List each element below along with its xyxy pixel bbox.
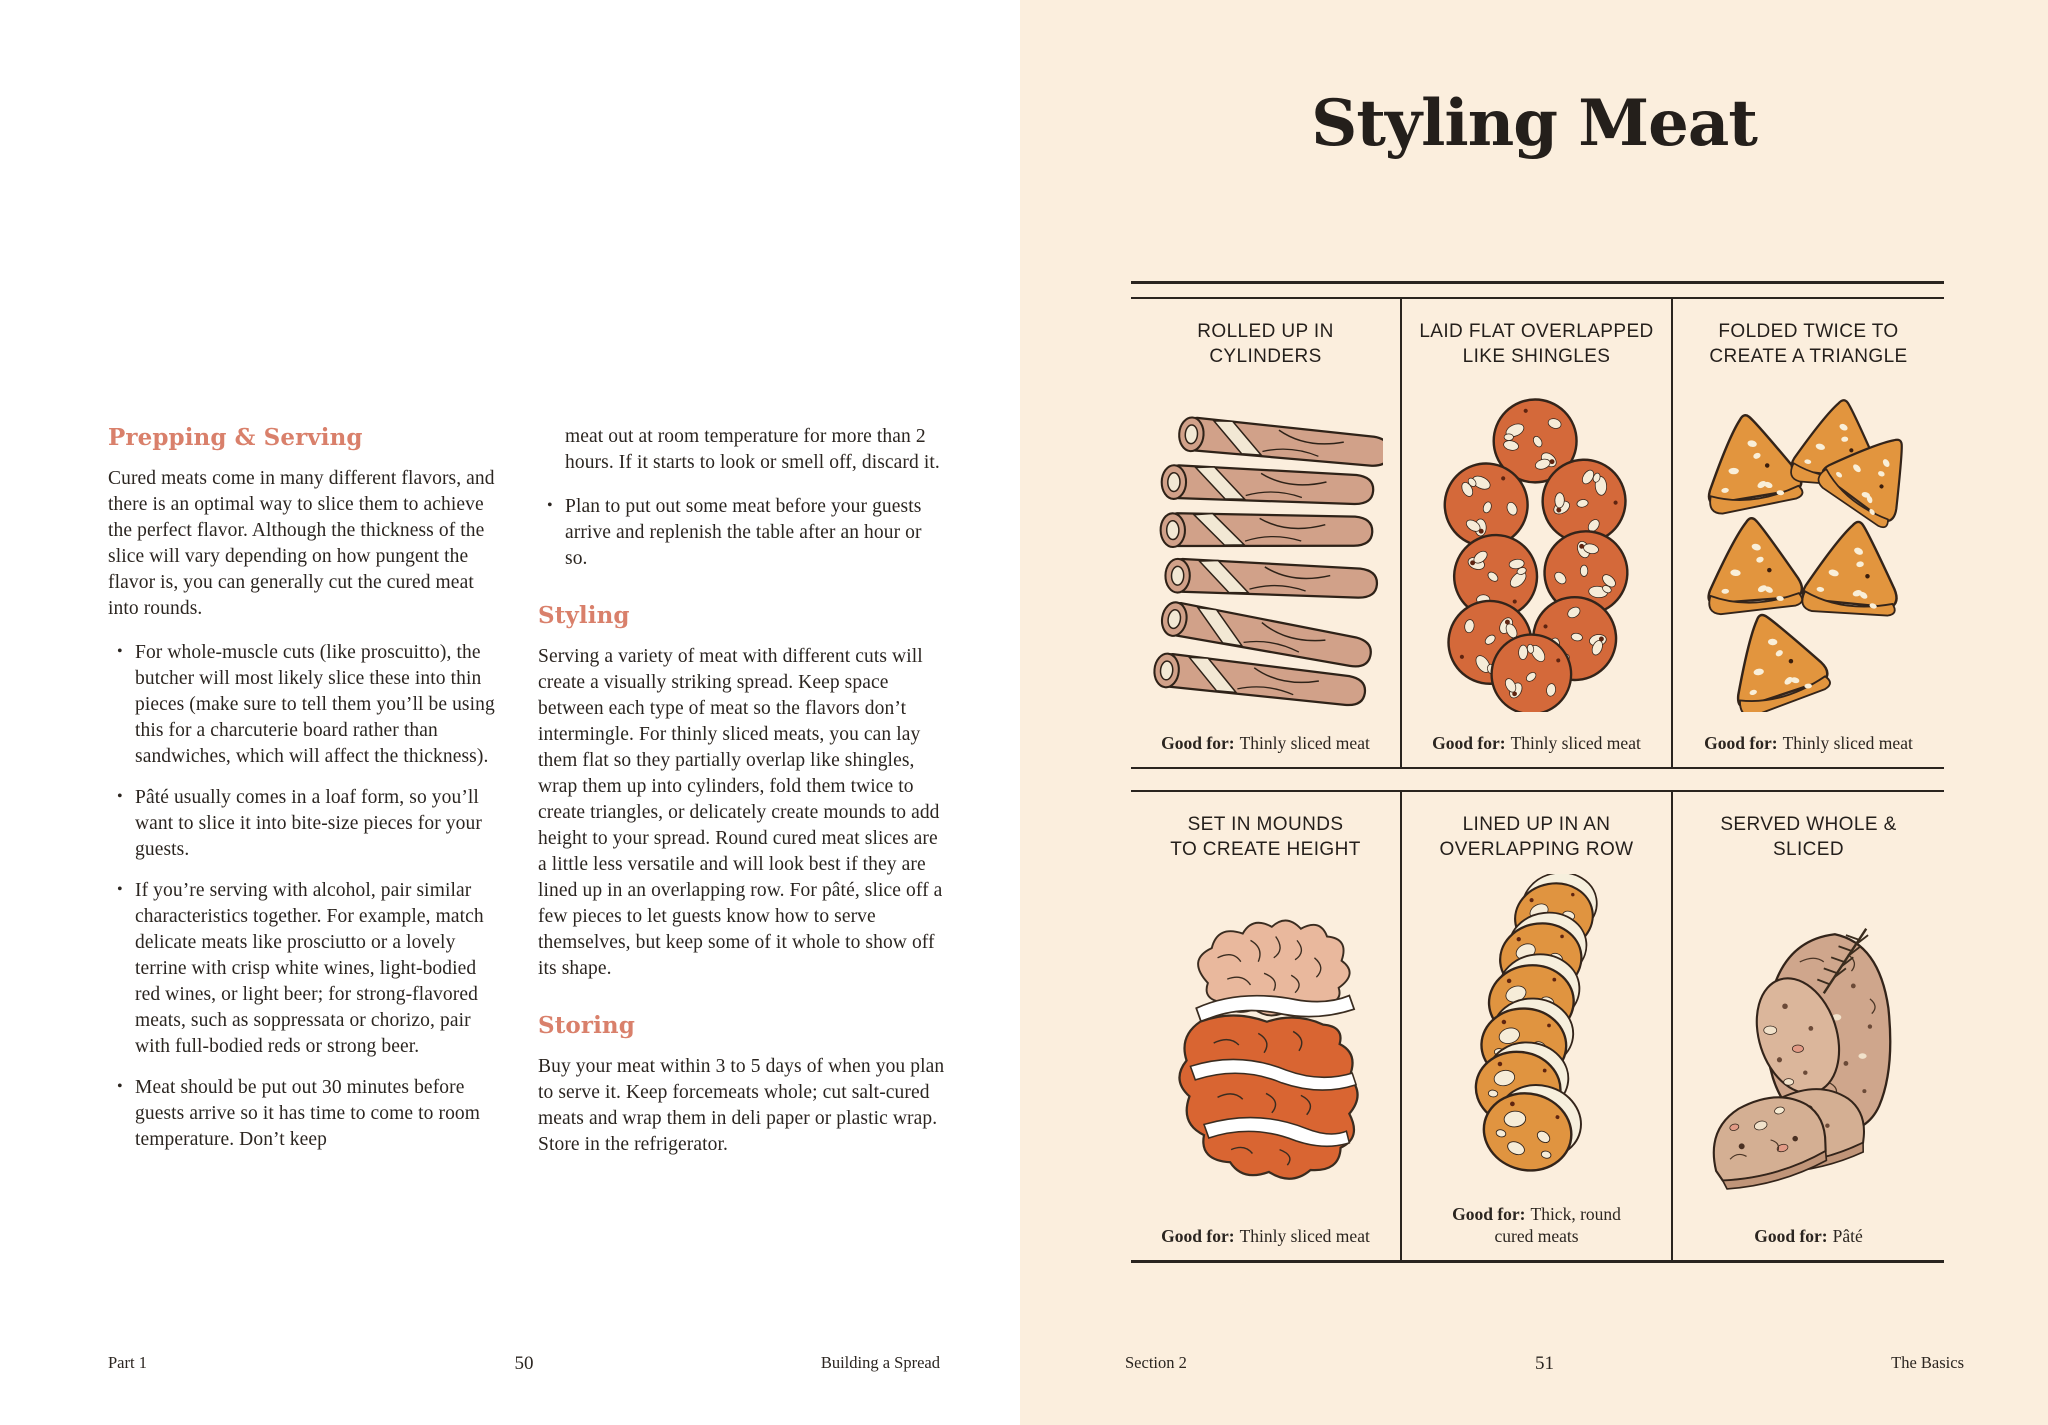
pate-loaf-illustration: [1683, 864, 1934, 1225]
cell-header: SERVED WHOLE & SLICED: [1720, 814, 1897, 860]
table-row: [1131, 297, 1944, 769]
folded-triangles-illustration: [1683, 371, 1934, 732]
styling-heading: Styling: [538, 602, 630, 629]
chapter-label: Building a Spread: [820, 1353, 940, 1372]
left-column: [108, 424, 500, 1168]
cell-header: ROLLED UP IN CYLINDERS: [1197, 321, 1334, 367]
right-column: [538, 424, 948, 1176]
table-cell-pate: [1673, 792, 1944, 1260]
meat-mound-illustration: [1141, 864, 1390, 1225]
table-row: [1131, 790, 1944, 1263]
table-cell-overlapping-row: [1402, 792, 1673, 1260]
chapter-label: The Basics: [1891, 1353, 1964, 1372]
section-label: Section 2: [1125, 1353, 1187, 1372]
table-cell-mounds: [1131, 792, 1402, 1260]
list-item: • Pâté usually comes in a loaf form, so you’ll want to slice it into bite-size pieces for your guests.: [108, 785, 500, 863]
cell-header: FOLDED TWICE TO CREATE A TRIANGLE: [1709, 321, 1908, 367]
table-top-rule: [1131, 281, 1944, 297]
overlapping-row-illustration: [1412, 864, 1661, 1203]
serving-bullet-list: [538, 494, 948, 572]
left-page: [0, 0, 1020, 1425]
right-page: [1020, 0, 2048, 1425]
prepping-intro-paragraph: Cured meats come in many different flavors, and there is an optimal way to slice them to achieve the perfect flavor. Although the thickness of the slice will vary depending on how pungent the flavor is, you can generally cut the cured meat into rounds.: [108, 468, 495, 619]
list-item: • Plan to put out some meat before your guests arrive and replenish the table after an hour or so.: [538, 494, 948, 572]
styling-table: [1131, 281, 1944, 1263]
table-cell-cylinders: [1131, 299, 1402, 767]
cell-header: LINED UP IN AN OVERLAPPING ROW: [1439, 814, 1634, 860]
shingled-slices-illustration: [1412, 371, 1661, 732]
good-for-caption: Good for: Thinly sliced meat: [1704, 733, 1913, 753]
good-for-caption: Good for: Thinly sliced meat: [1161, 733, 1370, 753]
good-for-caption: Good for: Thinly sliced meat: [1161, 1226, 1370, 1246]
list-item: • Meat should be put out 30 minutes before guests arrive so it has time to come to room temperature. Don’t keep: [108, 1075, 500, 1153]
styling-paragraph: Serving a variety of meat with different cuts will create a visually striking spread. Keep space between each type of meat so the flavors don’t intermingle. For thinly sliced meats, you can lay them flat so they partially overlap like shingles, wrap them up into cylinders, fold them twice to create triangles, or delicately create mounds to add height to your spread. Round cured meat slices are a little less versatile and will look best if they are lined up in an overlapping row. For pâté, slice off a few pieces to let guests know how to serve themselves, but keep some of it whole to show off its shape.: [538, 646, 943, 979]
page-title: Styling Meat: [1311, 86, 1757, 161]
good-for-caption: Good for: Thinly sliced meat: [1432, 733, 1641, 753]
prepping-bullet-list: [108, 640, 500, 1153]
table-cell-shingles: [1402, 299, 1673, 767]
list-item: • For whole-muscle cuts (like proscuitto), the butcher will most likely slice these into thin pieces (make sure to tell them you’ll be using this for a charcuterie board rather than sandwiches, which will affect the thickness).: [108, 640, 500, 770]
storing-heading: Storing: [538, 1012, 635, 1039]
table-cell-triangles: [1673, 299, 1944, 767]
good-for-caption: Good for: Pâté: [1754, 1226, 1863, 1246]
rolled-cylinders-illustration: [1141, 371, 1390, 732]
cell-header: SET IN MOUNDS TO CREATE HEIGHT: [1170, 814, 1361, 860]
page-number: 51: [1535, 1353, 1554, 1374]
storing-paragraph: Buy your meat within 3 to 5 days of when you plan to serve it. Keep forcemeats whole; cut salt-cured meats and wrap them in deli paper or plastic wrap. Store in the refrigerator.: [538, 1056, 945, 1155]
continuation-paragraph: meat out at room temperature for more than 2 hours. If it starts to look or smell off, discard it.: [565, 426, 940, 473]
list-item: • If you’re serving with alcohol, pair similar characteristics together. For example, match delicate meats like prosciutto or a lovely terrine with crisp white wines, light-bodied red wines, or light beer; for strong-flavored meats, such as soppressata or chorizo, pair with full-bodied reds or strong beer.: [108, 878, 500, 1060]
part-label: Part 1: [108, 1353, 147, 1372]
cell-header: LAID FLAT OVERLAPPED LIKE SHINGLES: [1419, 321, 1654, 367]
prepping-serving-heading: Prepping & Serving: [108, 424, 363, 451]
good-for-caption: Good for: Thick, round cured meats: [1452, 1204, 1621, 1246]
page-number: 50: [514, 1353, 534, 1374]
